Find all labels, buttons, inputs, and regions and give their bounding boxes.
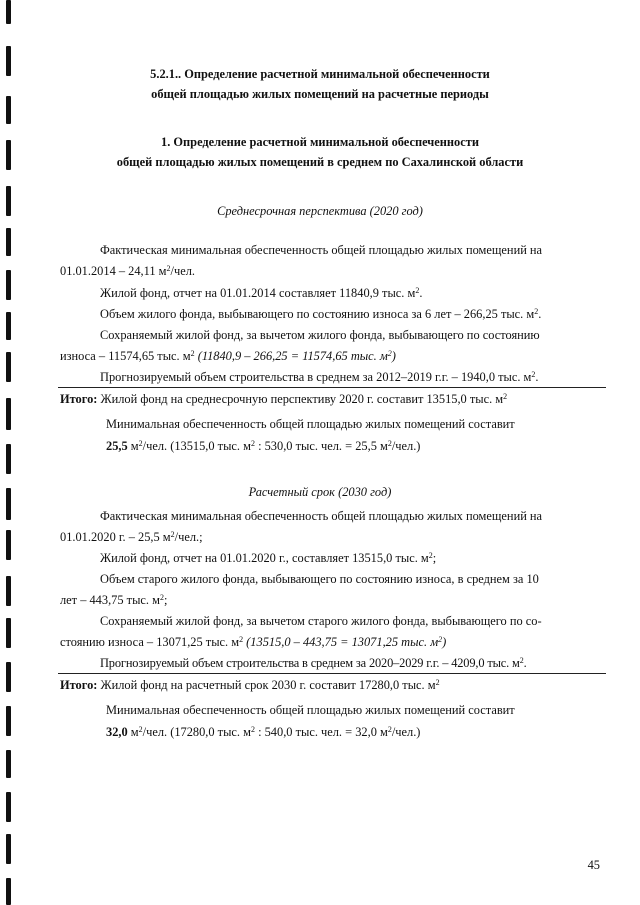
period1-min-line: Минимальная обеспеченность общей площадью жилых помещений составит [106,417,515,431]
binding-mark [6,834,11,864]
period1-subheading: Среднесрочная перспектива (2020 год) [217,204,423,218]
binding-mark [6,706,11,736]
period2-line2: 01.01.2020 г. – 25,5 $м^2$/чел.; [60,530,203,544]
binding-mark [6,792,11,822]
period2-line4: Объем старого жилого фонда, выбывающего по состоянию износа, в среднем за 10 [100,572,539,586]
document-title-line2: общей площадью жилых помещений на расчетные периоды [151,87,489,101]
period1-line5: Сохраняемый жилой фонд, за вычетом жилого фонда, выбывающего по состоянию [100,328,540,342]
period1-line6: износа – 11574,65 тыс. $м^2$ (11840,9 – 266,25 = 11574,65 тыс. $м^2$) [60,349,396,363]
binding-mark [6,878,11,905]
period1-result: 25,5 $м^2$/чел. (13515,0 тыс. $м^2$ : 530,0 тыс. чел. = 25,5 $м^2/чел$.) [106,439,421,453]
binding-mark [6,618,11,648]
separator-rule [58,387,606,388]
binding-mark [6,662,11,692]
binding-mark [6,576,11,606]
binding-mark [6,398,11,430]
period2-line1: Фактическая минимальная обеспеченность общей площадью жилых помещений на [100,509,543,523]
binding-mark [6,270,11,300]
binding-mark [6,0,11,24]
period2-min-line: Минимальная обеспеченность общей площадью жилых помещений составит [106,703,515,717]
period2-line5: лет – 443,75 тыс. $м^2$; [60,593,168,607]
period2-line8: Прогнозируемый объем строительства в среднем за 2020–2029 г.г. – 4209,0 тыс. $м^2$. [100,656,527,670]
binding-mark [6,352,11,382]
period1-line7: Прогнозируемый объем строительства в среднем за 2012–2019 г.г. – 1940,0 тыс. $м^2$. [100,370,539,384]
binding-mark [6,530,11,560]
period1-line2: 01.01.2014 – 24,11 $м^2$/чел. [60,264,195,278]
section-heading-line2: общей площадью жилых помещений в среднем по Сахалинской области [116,155,524,169]
period2-subheading: Расчетный срок (2030 год) [248,485,392,499]
binding-mark [6,312,11,340]
binding-mark [6,444,11,474]
binding-mark [6,228,11,256]
period1-line4: Объем жилого фонда, выбывающего по состоянию износа за 6 лет – 266,25 тыс. $м^2$. [100,307,542,321]
period1-line1: Фактическая минимальная обеспеченность общей площадью жилых помещений на [100,243,543,257]
separator-rule [58,673,606,674]
section-heading-line1: 1. Определение расчетной минимальной обеспеченности [161,135,479,149]
period2-total: Итого: Жилой фонд на расчетный срок 2030 г. составит 17280,0 тыс. $м^2$ [60,678,440,692]
period2-line6: Сохраняемый жилой фонд, за вычетом старого жилого фонда, выбывающего по со- [100,614,542,628]
binding-mark [6,750,11,778]
period1-total: Итого: Жилой фонд на среднесрочную перспективу 2020 г. составит 13515,0 тыс. $м^2$ [60,392,508,406]
period2-line3: Жилой фонд, отчет на 01.01.2020 г., составляет 13515,0 тыс. $м^2$; [100,551,437,565]
page-number: 45 [587,858,600,872]
period1-line3: Жилой фонд, отчет на 01.01.2014 составляет 11840,9 тыс. $м^2$. [100,286,423,300]
period2-line7: стоянию износа – 13071,25 тыс. $м^2$ (13515,0 – 443,75 = 13071,25 тыс. $м^2$) [60,635,447,649]
period2-result: 32,0 $м^2$/чел. (17280,0 тыс. $м^2$ : 540,0 тыс. чел. = 32,0 $м^2/чел$.) [106,725,421,739]
document-title-line1: 5.2.1.. Определение расчетной минимальной обеспеченности [150,67,490,81]
